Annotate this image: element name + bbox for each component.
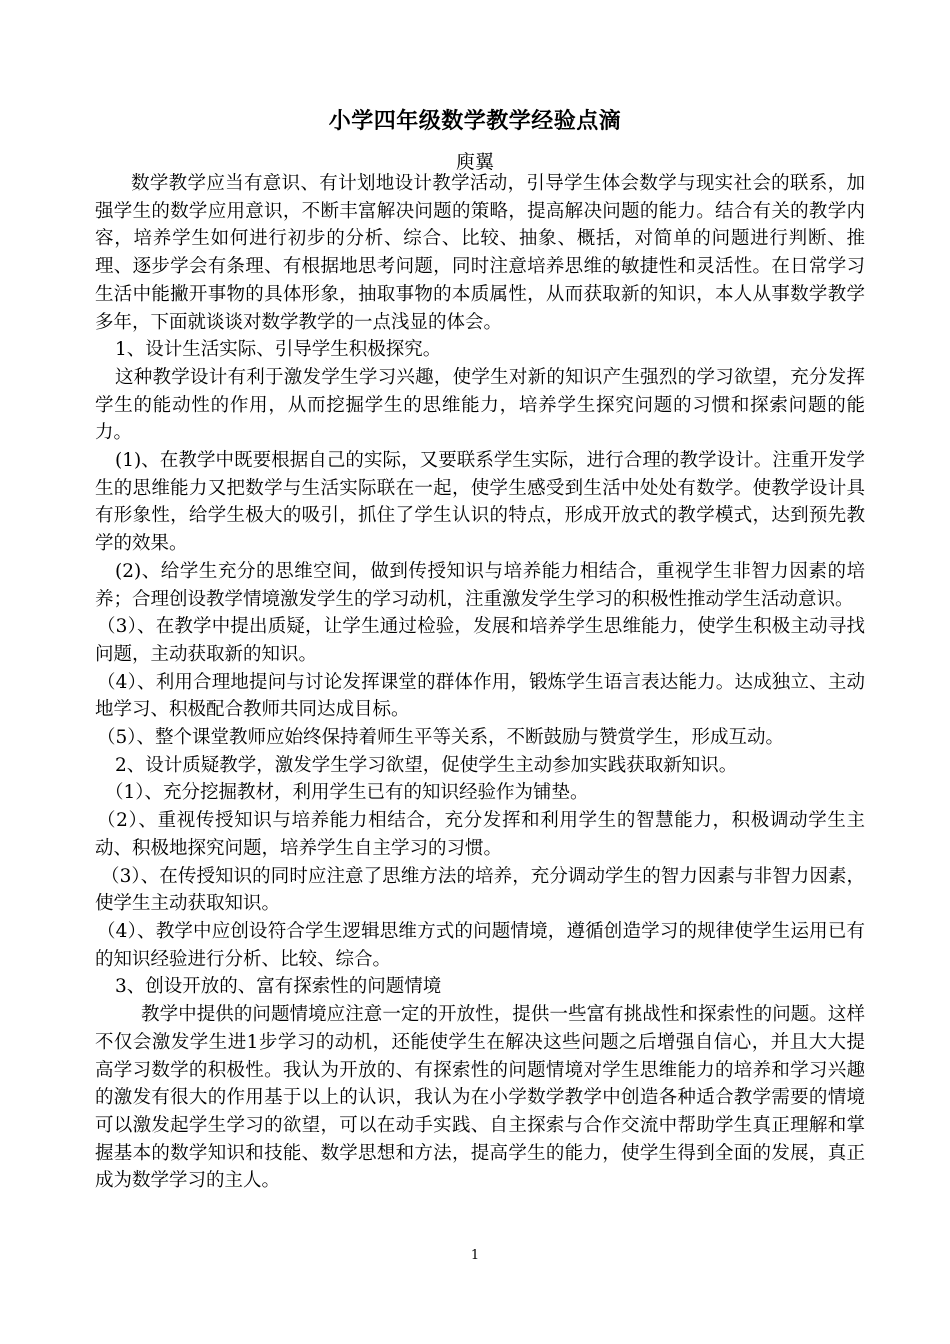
list-item-1-1: (1)、在教学中既要根据自己的实际，又要联系学生实际，进行合理的教学设计。注重开发学生的思维能力又把数学与生活实际联在一起，使学生感受到生活中处处有数学。使教学设计具有形象性，给学生极大的吸引，抓住了学生认识的特点，形成开放式的教学模式，达到预先教学的效果。 (95, 450, 865, 555)
document-body (95, 170, 865, 1195)
section-heading-3: 3、创设开放的、富有探索性的问题情境 (115, 976, 442, 998)
paragraph-section-3: 教学中提供的问题情境应注意一定的开放性，提供一些富有挑战性和探索性的问题。这样不仅会激发学生进1步学习的动机，还能使学生在解决这些问题之后增强自信心，并且大大提高学习数学的积极性。我认为开放的、有探索性的问题情境对学生思维能力的培养和学习兴趣的激发有很大的作用基于以上的认识，我认为在小学数学教学中创造各种适合教学需要的情境可以激发起学生学习的欲望，可以在动手实践、自主探索与合作交流中帮助学生真正理解和掌握基本的数学知识和技能、数学思想和方法，提高学生的能力，使学生得到全面的发展，真正成为数学学习的主人。 (95, 1004, 865, 1192)
section-heading-2: 2、设计质疑教学，激发学生学习欲望，促使学生主动参加实践获取新知识。 (115, 754, 738, 776)
paragraph-intro: 数学教学应当有意识、有计划地设计教学活动，引导学生体会数学与现实社会的联系，加强学生的数学应用意识，不断丰富解决问题的策略，提高解决问题的能力。结合有关的教学内容，培养学生如何进行初步的分析、综合、比较、抽象、概括，对简单的问题进行判断、推理、逐步学会有条理、有根据地思考问题，同时注意培养思维的敏捷性和灵活性。在日常学习生活中能撇开事物的具体形象，抽取事物的本质属性，从而获取新的知识，本人从事数学教学多年，下面就谈谈对数学教学的一点浅显的体会。 (95, 173, 865, 333)
list-item-2-2: （2）、重视传授知识与培养能力相结合，充分发挥和利用学生的智慧能力，积极调动学生主动、积极地探究问题，培养学生自主学习的习惯。 (95, 810, 865, 859)
page-number: 1 (470, 1248, 480, 1263)
list-item-2-4: （4）、教学中应创设符合学生逻辑思维方式的问题情境，遵循创造学习的规律使学生运用已有的知识经验进行分析、比较、综合。 (95, 920, 865, 970)
list-item-1-5: （5）、整个课堂教师应始终保持着师生平等关系，不断鼓励与赞赏学生，形成互动。 (97, 727, 785, 749)
paragraph-section-1: 这种教学设计有利于激发学生学习兴趣，使学生对新的知识产生强烈的学习欲望，充分发挥学生的能动性的作用，从而挖掘学生的思维能力，培养学生探究问题的习惯和探索问题的能力。 (95, 366, 865, 444)
list-item-2-1: （1）、充分挖掘教材，利用学生已有的知识经验作为铺垫。 (105, 782, 589, 804)
author-name: 庾翼 (455, 151, 494, 173)
section-heading-1: 1、设计生活实际、引导学生积极探究。 (115, 339, 442, 361)
document-title: 小学四年级数学教学经验点滴 (328, 108, 622, 134)
list-item-1-4: （4）、利用合理地提问与讨论发挥课堂的群体作用，锻炼学生语言表达能力。达成独立、主动地学习、积极配合教师共同达成目标。 (95, 671, 865, 721)
list-item-2-3: （3）、在传授知识的同时应注意了思维方法的培养，充分调动学生的智力因素与非智力因素，使学生主动获取知识。 (95, 865, 865, 915)
list-item-1-2: (2)、给学生充分的思维空间，做到传授知识与培养能力相结合，重视学生非智力因素的培养；合理创设教学情境激发学生的学习动机，注重激发学生学习的积极性推动学生活动意识。 (95, 560, 865, 610)
list-item-1-3: （3）、在教学中提出质疑，让学生通过检验，发展和培养学生思维能力，使学生积极主动寻找问题，主动获取新的知识。 (95, 616, 865, 665)
